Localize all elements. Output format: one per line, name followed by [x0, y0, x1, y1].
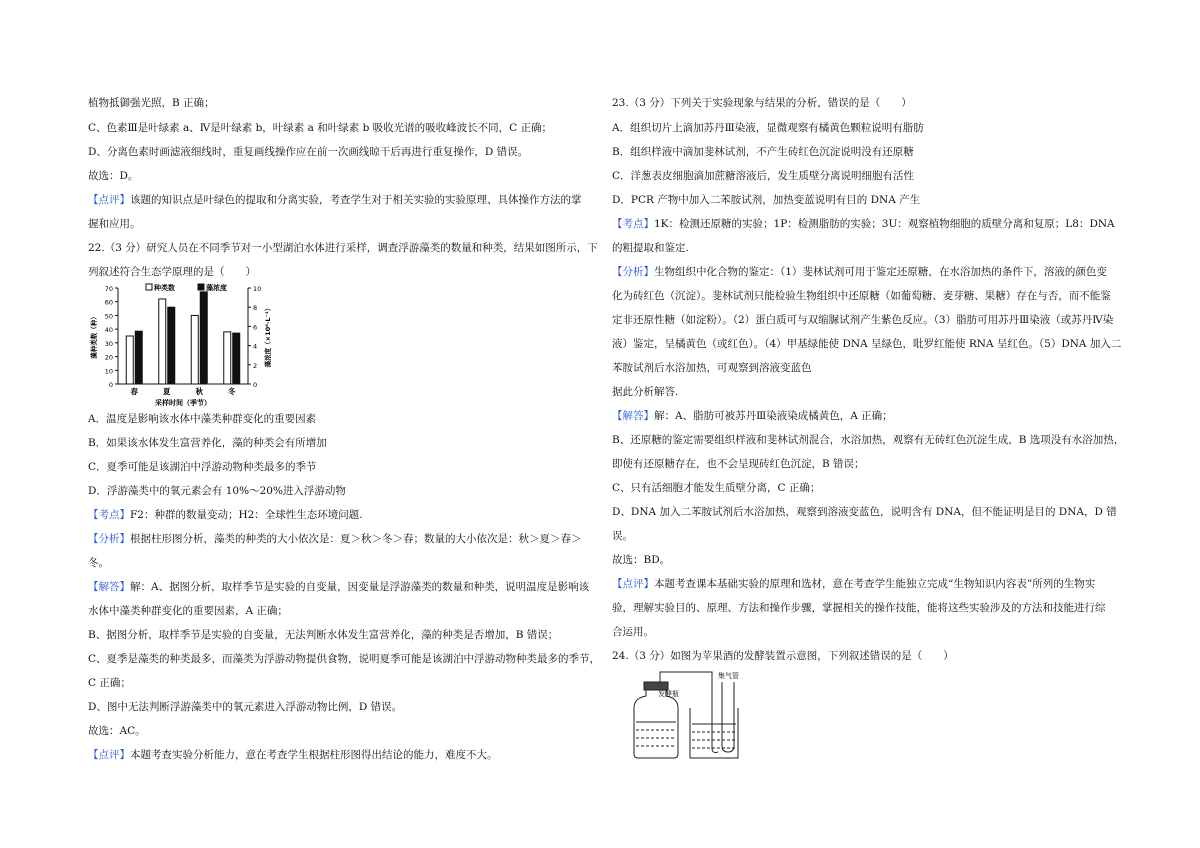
y2-tick-label: 6: [253, 323, 258, 332]
y2-tick-label: 2: [253, 361, 258, 370]
bottle-label: 发酵瓶: [658, 690, 679, 698]
analysis-line: 【分析】生物组织中化合物的鉴定：（1）斐林试剂可用于鉴定还原糖，在水浴加热的条件下，溶液的颜色变: [612, 266, 1107, 278]
fermentation-apparatus-diagram: [626, 668, 756, 768]
option-c: C．夏季可能是该湖泊中浮游动物种类最多的季节: [88, 461, 317, 473]
text-line: C 正确；: [88, 677, 131, 689]
comment-line: 【点评】本题考查课本基础实验的原理和选材，意在考查学生能独立完成“生物知识内容表”所列的生物实: [612, 578, 1096, 590]
bar-algae-concentration: [135, 331, 142, 384]
option-d: D．浮游藻类中的氧元素会有 10%～20%进入浮游动物: [88, 485, 346, 497]
y2-axis-label: 藻浓度（×10⁶·L⁻¹）: [264, 304, 272, 368]
collection-tube-label: 集气管: [718, 672, 739, 680]
text-line: D、图中无法判断浮游藻类中的氧元素进入浮游动物比例，D 错误。: [88, 701, 403, 713]
bar-species-count: [224, 332, 231, 384]
text-line: 据此分析解答.: [612, 386, 679, 398]
knowledge-point: 【考点】F2：种群的数量变动；H2：全球性生态环境问题.: [88, 509, 363, 521]
y-tick-label: 70: [104, 285, 113, 293]
y-tick-label: 50: [104, 312, 113, 321]
answer-line: 【解答】解：A、脂肪可被苏丹Ⅲ染液染成橘黄色，A 正确；: [612, 410, 893, 422]
legend-swatch-concentration: [198, 284, 204, 290]
y-tick-label: 40: [104, 326, 113, 335]
text-line: 液）鉴定，呈橘黄色（或红色）。（4）甲基绿能使 DNA 呈绿色，吡罗红能使 RNA 呈红色。（5）DNA 加入二: [612, 338, 1122, 350]
question-24-stem: 24.（3 分）如图为苹果酒的发酵装置示意图，下列叙述错误的是（ ）: [612, 650, 954, 662]
comment-line: 【点评】本题考查实验分析能力，意在考查学生根据柱形图得出结论的能力，难度不大。: [88, 749, 498, 761]
text-line: 握和应用。: [88, 218, 141, 230]
y-tick-label: 20: [104, 353, 113, 362]
text-line: 植物抵御强光照，B 正确；: [88, 97, 215, 109]
text-line: C、只有活细胞才能发生质壁分离，C 正确；: [612, 482, 821, 494]
bar-algae-concentration: [233, 333, 240, 384]
text-line: 误。: [612, 530, 633, 542]
question-22-stem: 22.（3 分）研究人员在不同季节对一小型湖泊水体进行采样，调查浮游藻类的数量和种类，结果如图所示，下: [88, 242, 598, 254]
y-tick-label: 10: [104, 367, 113, 376]
text-line: D、分离色素时画滤液细线时，重复画线操作应在前一次画线晾干后再进行重复操作，D 错误。: [88, 146, 529, 158]
bar-species-count: [126, 336, 133, 384]
text-line: D、DNA 加入二苯胺试剂后水浴加热，观察到溶液变蓝色，说明含有 DNA，但不能证明是目的 DNA，D 错: [612, 506, 1117, 518]
text-line: C、色素Ⅲ是叶绿素 a、Ⅳ是叶绿素 b，叶绿素 a 和叶绿素 b 吸收光谱的吸收峰波长不同，C 正确；: [88, 122, 553, 134]
x-tick-label: 夏: [163, 387, 171, 396]
bar-species-count: [159, 299, 166, 384]
legend-label-species: 种类数: [154, 284, 175, 292]
text-line: C、夏季是藻类的种类最多，而藻类为浮游动物提供食物，说明夏季可能是该湖泊中浮游动物种类最多的季节，: [88, 653, 601, 665]
y-axis-label: 藻种类数（种）: [90, 313, 98, 359]
bar-algae-concentration: [200, 292, 207, 384]
y-tick-label: 0: [108, 381, 113, 389]
bar-algae-concentration: [168, 307, 175, 384]
knowledge-point: 【考点】1K：检测还原糖的实验；1P：检测脂肪的实验；3U：观察植物细胞的质壁分离和复原；L8：DNA: [612, 218, 1115, 230]
text-line: 即使有还原糖存在，也不会呈现砖红色沉淀，B 错误；: [612, 458, 865, 470]
option-b: B．如果该水体发生富营养化，藻的种类会有所增加: [88, 437, 327, 449]
text-line: B、据图分析，取样季节是实验的自变量，无法判断水体发生富营养化，藻的种类是否增加，B 错误；: [88, 629, 559, 641]
text-line: 定非还原性糖（如淀粉）。（2）蛋白质可与双缩脲试剂产生紫色反应。（3）脂肪可用苏丹Ⅲ染液（或苏丹Ⅳ染: [612, 314, 1114, 326]
question-23-stem: 23.（3 分）下列关于实验现象与结果的分析，错误的是（ ）: [612, 97, 912, 109]
comment-line: 【点评】该题的知识点是叶绿色的提取和分离实验，考查学生对于相关实验的实验原理、具体操作方法的掌: [88, 194, 582, 206]
answer-line: 【解答】解：A、据图分析，取样季节是实验的自变量，因变量是浮游藻类的数量和种类，说明温度是影响该: [88, 581, 590, 593]
option-b: B．组织样液中滴加斐林试剂，不产生砖红色沉淀说明没有还原糖: [612, 146, 914, 158]
x-axis-label: 采样时间（季节）: [155, 399, 211, 407]
x-tick-label: 冬: [228, 387, 236, 396]
bar-species-count: [191, 315, 198, 384]
y2-tick-label: 4: [253, 342, 258, 351]
option-d: D．PCR 产物中加入二苯胺试剂，加热变蓝说明有目的 DNA 产生: [612, 194, 921, 206]
season-bar-chart: [88, 280, 288, 410]
x-tick-label: 秋: [195, 387, 203, 396]
text-line: 水体中藻类种群变化的重要因素，A 正确；: [88, 605, 288, 617]
y2-tick-label: 10: [253, 285, 262, 293]
text-line: 苯胺试剂后水浴加热，可观察到溶液变蓝色: [612, 362, 812, 374]
option-c: C．洋葱表皮细胞滴加蔗糖溶液后，发生质壁分离说明细胞有活性: [612, 170, 915, 182]
option-a: A．组织切片上滴加苏丹Ⅲ染液，显微观察有橘黄色颗粒说明有脂肪: [612, 122, 924, 134]
text-line: 化为砖红色（沉淀）。斐林试剂只能检验生物组织中还原糖（如葡萄糖、麦芽糖、果糖）存在与否，而不能鉴: [612, 290, 1111, 302]
y2-tick-label: 0: [253, 381, 258, 389]
y2-tick-label: 8: [253, 304, 258, 313]
question-22-stem: 列叙述符合生态学原理的是（ ）: [88, 266, 256, 278]
legend-label-concentration: 藻浓度: [206, 284, 227, 292]
text-line: 故选：BD。: [612, 554, 671, 566]
text-line: 故选：D。: [88, 170, 139, 182]
analysis-line: 【分析】根据柱形图分析，藻类的种类的大小依次是：夏＞秋＞冬＞春；数量的大小依次是：秋＞夏＞春＞: [88, 533, 582, 545]
y-tick-label: 60: [104, 298, 113, 307]
text-line: 合运用。: [612, 626, 654, 638]
text-line: 的粗提取和鉴定.: [612, 242, 689, 254]
text-line: 故选：AC。: [88, 725, 146, 737]
text-line: B、还原糖的鉴定需要组织样液和斐林试剂混合，水浴加热，观察有无砖红色沉淀生成，B 选项没有水浴加热，: [612, 434, 1125, 446]
text-line: 验，理解实验目的、原理、方法和操作步骤，掌握相关的操作技能，能将这些实验涉及的方法和技能进行综: [612, 602, 1106, 614]
x-tick-label: 春: [130, 387, 138, 396]
y-tick-label: 30: [104, 339, 113, 348]
option-a: A．温度是影响该水体中藻类种群变化的重要因素: [88, 413, 317, 425]
legend-swatch-species: [146, 284, 152, 290]
text-line: 冬。: [88, 557, 109, 569]
